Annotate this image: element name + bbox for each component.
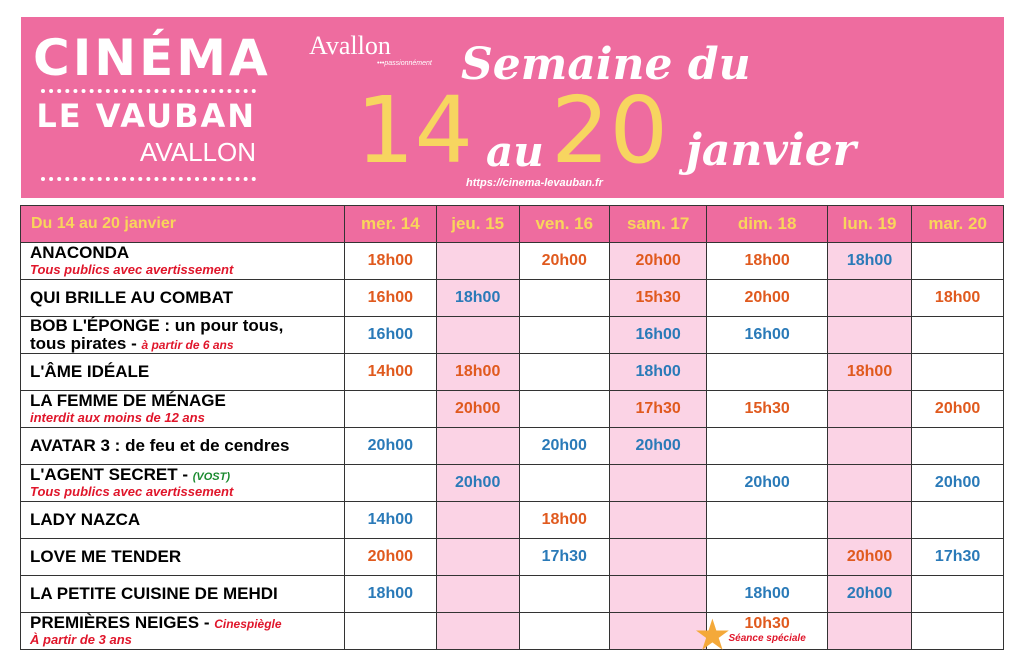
showtime: 18h00 [367, 252, 414, 269]
showtime-cell [436, 539, 519, 576]
week-header: Du 14 au 20 janvier [21, 206, 345, 243]
showtime-cell [345, 280, 437, 317]
film-title-cell [21, 428, 345, 465]
showtime-cell [912, 428, 1004, 465]
film-title: LA FEMME DE MÉNAGE [30, 391, 226, 410]
showtime: 17h30 [635, 400, 681, 417]
vost-label: (VOST) [192, 471, 230, 483]
showtime-cell [436, 576, 519, 613]
showtime-cell [912, 539, 1004, 576]
film-row [21, 317, 1004, 354]
brand-tagline: •••passionnément [377, 60, 432, 67]
film-row [21, 465, 1004, 502]
showtime-cell [827, 280, 911, 317]
film-rating: Tous publics avec avertissement [30, 484, 234, 499]
showtime: 18h00 [454, 363, 501, 380]
showtime-cell [345, 317, 437, 354]
showtime: 14h00 [367, 511, 414, 528]
showtime-cell [827, 354, 911, 391]
showtime-cell [707, 576, 827, 613]
showtime-cell [436, 465, 519, 502]
film-note: Cinespiègle [214, 617, 282, 631]
showtime-cell [436, 428, 519, 465]
showtime-cell [912, 317, 1004, 354]
showtime: 16h00 [744, 326, 790, 343]
showtime: 18h00 [846, 252, 893, 269]
au-label: au [486, 127, 544, 176]
showtime-cell [436, 391, 519, 428]
showtime: 17h30 [934, 548, 981, 565]
film-rating: À partir de 3 ans [30, 632, 132, 647]
showtime: 20h00 [934, 400, 981, 417]
showtime-cell [519, 613, 609, 650]
film-title: QUI BRILLE AU COMBAT [30, 288, 234, 307]
showtime-cell [345, 428, 437, 465]
showtime-cell [609, 280, 707, 317]
showtime-cell [912, 391, 1004, 428]
film-rating: interdit aux moins de 12 ans [30, 410, 205, 425]
showtime-cell [519, 280, 609, 317]
showtime-cell [519, 502, 609, 539]
day-header: jeu. 15 [436, 206, 519, 243]
film-title-cell [21, 502, 345, 539]
showtime-cell [436, 613, 519, 650]
showtime: 20h00 [541, 252, 587, 269]
showtime-cell [436, 502, 519, 539]
film-title: L'AGENT SECRET - [30, 465, 193, 484]
film-title-cell [21, 576, 345, 613]
showtime-cell [436, 317, 519, 354]
showtime-cell [707, 539, 827, 576]
star-icon: ★ [695, 615, 730, 657]
showtime-cell [436, 280, 519, 317]
showtime-cell [695, 613, 827, 657]
website-link[interactable]: https://cinema-levauban.fr [466, 177, 603, 189]
showtime-cell [707, 391, 827, 428]
film-row [21, 576, 1004, 613]
end-day: 20 [551, 77, 669, 184]
film-title: LOVE ME TENDER [30, 547, 182, 566]
start-day: 14 [356, 77, 474, 184]
film-title: ANACONDA [30, 243, 130, 262]
showtime-cell [827, 317, 911, 354]
showtime-cell [519, 539, 609, 576]
showtime-cell [827, 502, 911, 539]
header-banner [21, 17, 1004, 198]
film-row [21, 613, 1004, 650]
showtime: 16h00 [367, 326, 414, 343]
showtime-cell [609, 502, 707, 539]
showtime: 20h00 [454, 474, 501, 491]
showtime: 18h00 [846, 363, 893, 380]
cinema-name: LE VAUBAN [36, 97, 256, 135]
showtime-cell [345, 243, 437, 280]
film-title-cell [21, 391, 345, 428]
showtime: 15h30 [635, 289, 681, 306]
showtime: 18h00 [635, 363, 681, 380]
film-row [21, 502, 1004, 539]
schedule-table [20, 205, 1004, 657]
day-header: mer. 14 [345, 206, 437, 243]
showtime: 17h30 [541, 548, 587, 565]
film-row [21, 539, 1004, 576]
showtime-cell [345, 354, 437, 391]
showtime-cell [519, 317, 609, 354]
showtime-cell [827, 243, 911, 280]
showtime-cell [707, 428, 827, 465]
film-note: à partir de 6 ans [141, 338, 234, 352]
showtime-cell [827, 576, 911, 613]
showtime-cell [827, 428, 911, 465]
showtime-cell [519, 391, 609, 428]
special-screening-label: Séance spéciale [728, 632, 806, 644]
film-title: L'ÂME IDÉALE [30, 362, 150, 381]
showtime-cell [609, 576, 707, 613]
showtime: 15h30 [744, 400, 790, 417]
showtime-cell [609, 613, 707, 650]
showtime: 16h00 [367, 289, 414, 306]
showtime-cell [707, 465, 827, 502]
film-title-cell [21, 243, 345, 280]
showtime-cell [345, 391, 437, 428]
film-title: AVATAR 3 : de feu et de cendres [30, 436, 290, 455]
showtime: 20h00 [846, 548, 893, 565]
film-row [21, 391, 1004, 428]
avallon-brand-logo: Avallon [309, 31, 391, 60]
film-row [21, 243, 1004, 280]
showtime: 18h00 [934, 289, 981, 306]
showtime-cell [609, 354, 707, 391]
showtime-cell [519, 428, 609, 465]
showtime: 20h00 [541, 437, 587, 454]
showtime-cell [827, 391, 911, 428]
showtime-cell [912, 613, 1004, 650]
showtime-cell [519, 576, 609, 613]
showtime: 18h00 [744, 252, 790, 269]
showtime-cell [345, 613, 437, 650]
day-header: lun. 19 [827, 206, 911, 243]
film-title-line2: tous pirates - [30, 334, 142, 353]
day-header: sam. 17 [609, 206, 707, 243]
showtime: 20h00 [744, 474, 790, 491]
showtime: 14h00 [367, 363, 414, 380]
film-title-cell [21, 539, 345, 576]
film-row [21, 280, 1004, 317]
showtime-cell [345, 502, 437, 539]
showtime-cell [912, 243, 1004, 280]
showtime-cell [609, 317, 707, 354]
showtime-cell [609, 428, 707, 465]
showtime-cell [609, 243, 707, 280]
showtime-cell [707, 354, 827, 391]
cinema-city: AVALLON [139, 137, 256, 167]
showtime: 20h00 [635, 252, 681, 269]
showtime-cell [345, 539, 437, 576]
showtime-cell [707, 317, 827, 354]
film-title-cell [21, 317, 345, 354]
showtime-cell [609, 539, 707, 576]
showtime-cell [345, 465, 437, 502]
showtime-cell [609, 391, 707, 428]
showtime: 18h00 [744, 585, 790, 602]
showtime: 20h00 [454, 400, 501, 417]
showtime: 10h30 [744, 614, 790, 632]
showtime: 20h00 [846, 585, 893, 602]
showtime-cell [912, 280, 1004, 317]
film-row [21, 428, 1004, 465]
showtime-cell [912, 465, 1004, 502]
showtime: 18h00 [367, 585, 414, 602]
showtime-cell [707, 243, 827, 280]
week-label: Semaine du [461, 39, 751, 90]
divider [41, 89, 256, 93]
showtime-cell [519, 465, 609, 502]
film-title-cell [21, 613, 345, 650]
showtime-cell [436, 243, 519, 280]
film-title-cell [21, 280, 345, 317]
showtime-cell [519, 243, 609, 280]
day-header: ven. 16 [519, 206, 609, 243]
showtime-cell [707, 280, 827, 317]
day-header: mar. 20 [912, 206, 1004, 243]
film-title: PREMIÈRES NEIGES - [30, 613, 215, 632]
film-row [21, 354, 1004, 391]
film-title: LADY NAZCA [30, 510, 141, 529]
showtime-cell [519, 354, 609, 391]
showtime: 18h00 [454, 289, 501, 306]
showtime-cell [827, 613, 911, 650]
showtime-cell [827, 539, 911, 576]
film-title-cell [21, 465, 345, 502]
showtime-cell [827, 465, 911, 502]
showtime-cell [609, 465, 707, 502]
showtime-cell [345, 576, 437, 613]
showtime: 20h00 [367, 437, 414, 454]
showtime: 20h00 [934, 474, 981, 491]
header-row [21, 206, 1004, 243]
showtime: 18h00 [541, 511, 587, 528]
film-title: BOB L'ÉPONGE : un pour tous, [30, 316, 284, 335]
month-label: janvier [686, 125, 856, 176]
showtime: 20h00 [744, 289, 790, 306]
showtime-cell [912, 576, 1004, 613]
showtime-cell [912, 502, 1004, 539]
showtime-cell [436, 354, 519, 391]
film-title-cell [21, 354, 345, 391]
showtime-cell [707, 502, 827, 539]
showtime: 20h00 [635, 437, 681, 454]
showtime: 20h00 [367, 548, 414, 565]
film-title: LA PETITE CUISINE DE MEHDI [30, 584, 278, 603]
day-header: dim. 18 [707, 206, 827, 243]
showtime-cell [912, 354, 1004, 391]
showtime: 16h00 [635, 326, 681, 343]
divider [41, 177, 256, 181]
film-rating: Tous publics avec avertissement [30, 262, 234, 277]
cinema-logo: CINÉMA [33, 29, 271, 87]
